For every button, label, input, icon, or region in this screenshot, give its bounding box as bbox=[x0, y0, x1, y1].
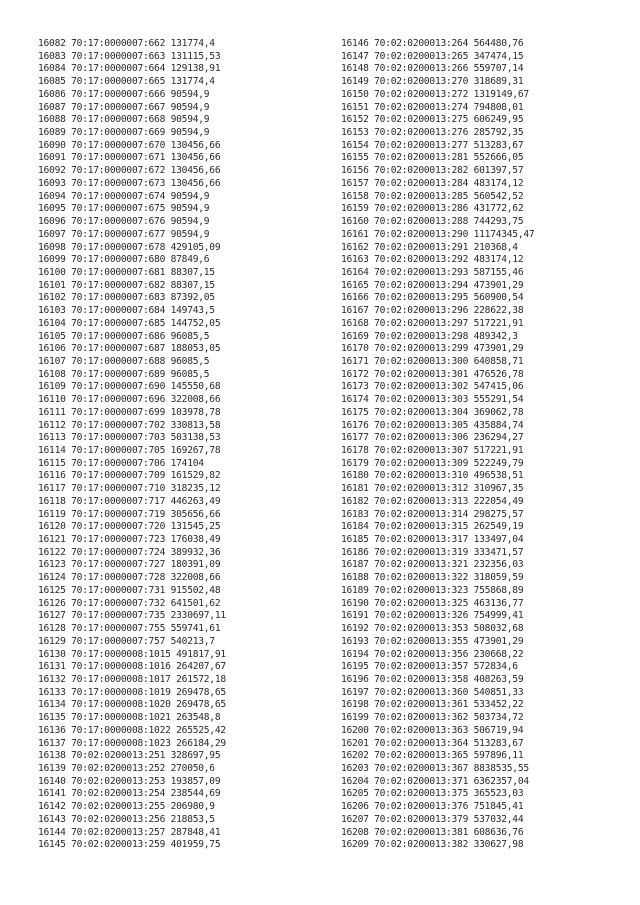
table-row: 16087 70:17:0000007:667 90594,9 bbox=[38, 101, 210, 113]
table-row: 16156 70:02:0200013:282 601397,57 bbox=[341, 165, 524, 177]
table-row: 16142 70:02:0200013:255 206980,9 bbox=[38, 801, 215, 813]
table-row: 16141 70:02:0200013:254 238544,69 bbox=[38, 788, 221, 800]
table-row: 16111 70:17:0000007:699 103978,78 bbox=[38, 406, 221, 418]
table-row: 16124 70:17:0000007:728 322008,66 bbox=[38, 572, 221, 584]
table-row: 16174 70:02:0200013:303 555291,54 bbox=[341, 394, 524, 406]
table-row: 16172 70:02:0200013:301 476526,78 bbox=[341, 368, 524, 380]
table-row: 16125 70:17:0000007:731 915502,48 bbox=[38, 584, 221, 596]
table-row: 16099 70:17:0000007:680 87849,6 bbox=[38, 254, 210, 266]
table-row: 16116 70:17:0000007:709 161529,82 bbox=[38, 470, 221, 482]
table-row: 16140 70:02:0200013:253 193857,09 bbox=[38, 775, 221, 787]
table-row: 16189 70:02:0200013:323 755868,89 bbox=[341, 584, 524, 596]
table-row: 16139 70:02:0200013:252 270050,6 bbox=[38, 762, 215, 774]
table-row: 16086 70:17:0000007:666 90594,9 bbox=[38, 88, 210, 100]
table-row: 16133 70:17:0000008:1019 269478,65 bbox=[38, 686, 226, 698]
table-row: 16134 70:17:0000008:1020 269478,65 bbox=[38, 699, 226, 711]
table-row: 16112 70:17:0000007:702 330813,58 bbox=[38, 419, 221, 431]
table-row: 16207 70:02:0200013:379 537032,44 bbox=[341, 813, 524, 825]
table-row: 16147 70:02:0200013:265 347474,15 bbox=[341, 50, 524, 62]
table-row: 16114 70:17:0000007:705 169267,78 bbox=[38, 445, 221, 456]
table-row: 16117 70:17:0000007:710 318235,12 bbox=[38, 483, 221, 495]
table-row: 16159 70:02:0200013:286 431772,62 bbox=[341, 203, 524, 215]
table-row: 16126 70:17:0000007:732 641501,62 bbox=[38, 597, 221, 609]
table-row: 16118 70:17:0000007:717 446263,49 bbox=[38, 495, 221, 507]
table-row: 16153 70:02:0200013:276 285792,35 bbox=[341, 127, 524, 139]
table-row: 16085 70:17:0000007:665 131774,4 bbox=[38, 76, 215, 88]
table-row: 16200 70:02:0200013:363 506719,94 bbox=[341, 724, 524, 736]
table-row: 16196 70:02:0200013:358 408263,59 bbox=[341, 673, 524, 685]
table-row: 16165 70:02:0200013:294 473901,29 bbox=[341, 279, 524, 291]
table-row: 16178 70:02:0200013:307 517221,91 bbox=[341, 445, 524, 456]
table-row: 16144 70:02:0200013:257 287848,41 bbox=[38, 826, 221, 838]
table-row: 16105 70:17:0000007:686 96085,5 bbox=[38, 330, 210, 342]
table-row: 16179 70:02:0200013:309 522249,79 bbox=[341, 457, 524, 469]
table-row: 16163 70:02:0200013:292 483174,12 bbox=[341, 254, 524, 266]
table-row: 16205 70:02:0200013:375 365523,03 bbox=[341, 788, 524, 800]
table-row: 16082 70:17:0000007:662 131774,4 bbox=[38, 38, 215, 49]
table-row: 16131 70:17:0000008:1016 264207,67 bbox=[38, 661, 226, 673]
table-row: 16143 70:02:0200013:256 218853,5 bbox=[38, 813, 215, 825]
table-row: 16097 70:17:0000007:677 90594,9 bbox=[38, 228, 210, 240]
table-row: 16129 70:17:0000007:757 540213,7 bbox=[38, 635, 215, 647]
table-row: 16119 70:17:0000007:719 305656,66 bbox=[38, 508, 221, 520]
table-row: 16096 70:17:0000007:676 90594,9 bbox=[38, 216, 210, 228]
table-row: 16098 70:17:0000007:678 429105,09 bbox=[38, 241, 221, 253]
table-row: 16166 70:02:0200013:295 560900,54 bbox=[341, 292, 524, 304]
table-row: 16181 70:02:0200013:312 310967,35 bbox=[341, 483, 524, 495]
right-column bbox=[341, 38, 534, 852]
table-row: 16194 70:02:0200013:356 230668,22 bbox=[341, 648, 524, 660]
table-row: 16167 70:02:0200013:296 228622,38 bbox=[341, 305, 524, 317]
table-row: 16186 70:02:0200013:319 333471,57 bbox=[341, 546, 524, 558]
table-row: 16093 70:17:0000007:673 130456,66 bbox=[38, 177, 221, 189]
table-row: 16187 70:02:0200013:321 232356,03 bbox=[341, 559, 524, 571]
table-row: 16180 70:02:0200013:310 496538,51 bbox=[341, 470, 524, 482]
table-row: 16104 70:17:0000007:685 144752,05 bbox=[38, 317, 221, 329]
table-row: 16110 70:17:0000007:696 322008,66 bbox=[38, 394, 221, 406]
table-row: 16127 70:17:0000007:735 2330697,11 bbox=[38, 610, 226, 622]
table-row: 16197 70:02:0200013:360 540851,33 bbox=[341, 686, 524, 698]
table-row: 16199 70:02:0200013:362 503734,72 bbox=[341, 712, 524, 724]
table-row: 16091 70:17:0000007:671 130456,66 bbox=[38, 152, 221, 164]
table-row: 16193 70:02:0200013:355 473901,29 bbox=[341, 635, 524, 647]
table-row: 16103 70:17:0000007:684 149743,5 bbox=[38, 305, 215, 317]
table-row: 16182 70:02:0200013:313 222054,49 bbox=[341, 495, 524, 507]
table-row: 16183 70:02:0200013:314 298275,57 bbox=[341, 508, 524, 520]
table-row: 16176 70:02:0200013:305 435884,74 bbox=[341, 419, 524, 431]
table-row: 16150 70:02:0200013:272 1319149,67 bbox=[341, 88, 529, 100]
table-row: 16120 70:17:0000007:720 131545,25 bbox=[38, 521, 221, 533]
table-row: 16100 70:17:0000007:681 88307,15 bbox=[38, 266, 215, 278]
table-row: 16154 70:02:0200013:277 513283,67 bbox=[341, 139, 524, 151]
table-row: 16191 70:02:0200013:326 754999,41 bbox=[341, 610, 524, 622]
table-row: 16203 70:02:0200013:367 8838535,55 bbox=[341, 762, 529, 774]
table-row: 16160 70:02:0200013:288 744293,75 bbox=[341, 216, 524, 228]
table-row: 16162 70:02:0200013:291 210368,4 bbox=[341, 241, 518, 253]
table-row: 16083 70:17:0000007:663 131115,53 bbox=[38, 50, 221, 62]
table-row: 16151 70:02:0200013:274 794808,01 bbox=[341, 101, 524, 113]
table-row: 16146 70:02:0200013:264 564480,76 bbox=[341, 38, 524, 49]
table-row: 16195 70:02:0200013:357 572834,6 bbox=[341, 661, 518, 673]
table-row: 16122 70:17:0000007:724 389932,36 bbox=[38, 546, 221, 558]
table-row: 16170 70:02:0200013:299 473901,29 bbox=[341, 343, 524, 355]
table-row: 16164 70:02:0200013:293 587155,46 bbox=[341, 266, 524, 278]
table-row: 16161 70:02:0200013:290 11174345,47 bbox=[341, 228, 535, 240]
table-row: 16209 70:02:0200013:382 330627,98 bbox=[341, 839, 524, 851]
table-row: 16123 70:17:0000007:727 180391,09 bbox=[38, 559, 221, 571]
table-row: 16138 70:02:0200013:251 328697,95 bbox=[38, 750, 221, 762]
table-row: 16185 70:02:0200013:317 133497,04 bbox=[341, 534, 524, 546]
table-row: 16090 70:17:0000007:670 130456,66 bbox=[38, 139, 221, 151]
table-row: 16171 70:02:0200013:300 640858,71 bbox=[341, 355, 524, 367]
table-row: 16192 70:02:0200013:353 508032,68 bbox=[341, 623, 524, 635]
table-row: 16115 70:17:0000007:706 174104 bbox=[38, 457, 204, 469]
table-row: 16113 70:17:0000007:703 503138,53 bbox=[38, 432, 221, 444]
table-row: 16208 70:02:0200013:381 608636,76 bbox=[341, 826, 524, 838]
table-row: 16206 70:02:0200013:376 751845,41 bbox=[341, 801, 524, 813]
table-row: 16084 70:17:0000007:664 129138,91 bbox=[38, 63, 221, 75]
table-row: 16148 70:02:0200013:266 559707,14 bbox=[341, 63, 524, 75]
table-row: 16109 70:17:0000007:690 145550,68 bbox=[38, 381, 221, 393]
table-row: 16094 70:17:0000007:674 90594,9 bbox=[38, 190, 210, 202]
table-row: 16149 70:02:0200013:270 318689,31 bbox=[341, 76, 524, 88]
table-row: 16137 70:17:0000008:1023 266184,29 bbox=[38, 737, 226, 749]
table-row: 16204 70:02:0200013:371 6362357,04 bbox=[341, 775, 529, 787]
table-row: 16169 70:02:0200013:298 489342,3 bbox=[341, 330, 518, 342]
table-row: 16155 70:02:0200013:281 552666,05 bbox=[341, 152, 524, 164]
table-row: 16168 70:02:0200013:297 517221,91 bbox=[341, 317, 524, 329]
table-row: 16201 70:02:0200013:364 513283,67 bbox=[341, 737, 524, 749]
table-row: 16173 70:02:0200013:302 547415,06 bbox=[341, 381, 524, 393]
table-row: 16157 70:02:0200013:284 483174,12 bbox=[341, 177, 524, 189]
table-row: 16145 70:02:0200013:259 401959,75 bbox=[38, 839, 221, 851]
table-row: 16130 70:17:0000008:1015 491817,91 bbox=[38, 648, 226, 660]
table-row: 16088 70:17:0000007:668 90594,9 bbox=[38, 114, 210, 126]
table-row: 16089 70:17:0000007:669 90594,9 bbox=[38, 127, 210, 139]
table-row: 16184 70:02:0200013:315 262549,19 bbox=[341, 521, 524, 533]
table-row: 16107 70:17:0000007:688 96085,5 bbox=[38, 355, 210, 367]
table-row: 16128 70:17:0000007:755 559741,61 bbox=[38, 623, 221, 635]
table-row: 16121 70:17:0000007:723 176038,49 bbox=[38, 534, 221, 546]
table-row: 16158 70:02:0200013:285 560542,52 bbox=[341, 190, 524, 202]
table-row: 16152 70:02:0200013:275 606249,95 bbox=[341, 114, 524, 126]
table-row: 16102 70:17:0000007:683 87392,05 bbox=[38, 292, 215, 304]
table-row: 16190 70:02:0200013:325 463136,77 bbox=[341, 597, 524, 609]
table-row: 16177 70:02:0200013:306 236294,27 bbox=[341, 432, 524, 444]
left-column bbox=[38, 38, 226, 852]
table-row: 16136 70:17:0000008:1022 265525,42 bbox=[38, 724, 226, 736]
table-row: 16108 70:17:0000007:689 96085,5 bbox=[38, 368, 210, 380]
table-row: 16175 70:02:0200013:304 369062,78 bbox=[341, 406, 524, 418]
table-row: 16202 70:02:0200013:365 597896,11 bbox=[341, 750, 524, 762]
table-row: 16106 70:17:0000007:687 188053,05 bbox=[38, 343, 221, 355]
table-row: 16198 70:02:0200013:361 533452,22 bbox=[341, 699, 524, 711]
table-row: 16095 70:17:0000007:675 90594,9 bbox=[38, 203, 210, 215]
table-row: 16101 70:17:0000007:682 88307,15 bbox=[38, 279, 215, 291]
table-row: 16188 70:02:0200013:322 318059,59 bbox=[341, 572, 524, 584]
table-row: 16135 70:17:0000008:1021 263548,8 bbox=[38, 712, 221, 724]
table-row: 16092 70:17:0000007:672 130456,66 bbox=[38, 165, 221, 177]
table-row: 16132 70:17:0000008:1017 261572,18 bbox=[38, 673, 226, 685]
